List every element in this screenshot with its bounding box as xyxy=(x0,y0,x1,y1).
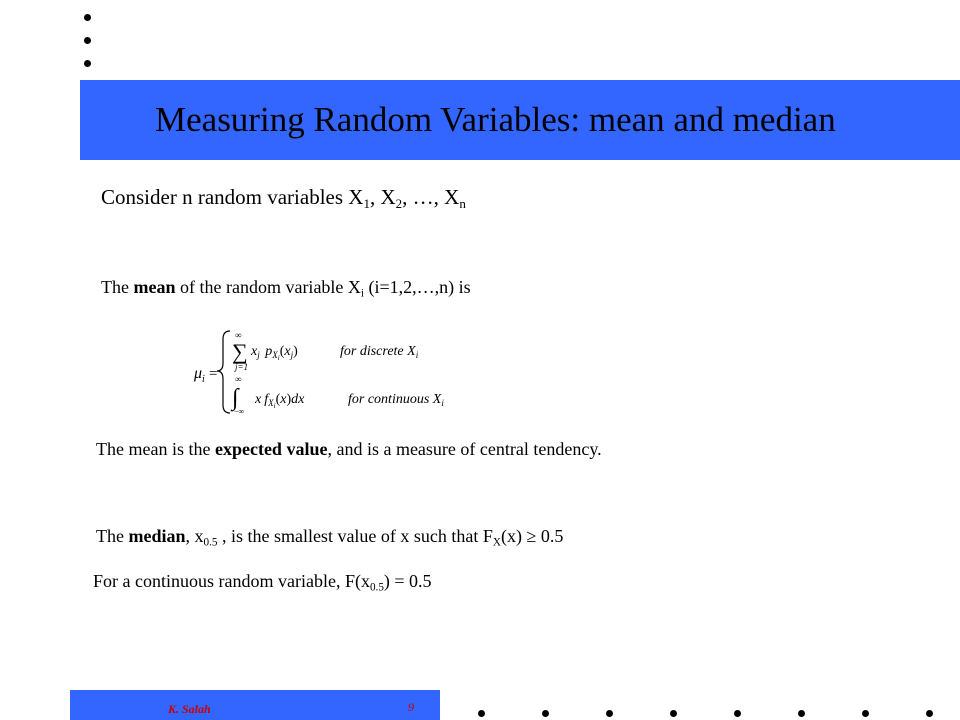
consider-text: Consider n random variables X xyxy=(101,185,364,209)
bullet-dot xyxy=(84,60,91,67)
mean-bold: mean xyxy=(133,277,176,297)
brace-shape xyxy=(217,331,230,413)
bullet-dot xyxy=(84,14,91,21)
footer-dot xyxy=(798,710,805,717)
continuous-expression: x $f_Xi(x)dx$ xyxy=(255,392,305,410)
footer-dot xyxy=(862,710,869,717)
mean-sub: i xyxy=(360,287,365,300)
median-sub2: X xyxy=(492,536,501,549)
expected-pre: The mean is the xyxy=(96,439,215,459)
sum-bottom: j=1 xyxy=(235,362,249,372)
continuous-sub: 0.5 xyxy=(369,581,384,594)
mean-formula xyxy=(190,325,490,417)
discrete-label: for discrete $X_i$ xyxy=(340,344,419,360)
footer-dot xyxy=(606,710,613,717)
page-number: 9 xyxy=(408,700,414,714)
sub-n: n xyxy=(459,195,466,211)
consider-sep-2: , …, X xyxy=(402,185,460,209)
median-mid2: , is the smallest value of x such that F xyxy=(217,526,493,546)
median-bold: median xyxy=(128,526,186,546)
sub-1: 1 xyxy=(363,195,370,211)
formula-equals: = xyxy=(209,366,218,382)
footer-dot xyxy=(734,710,741,717)
integral-bottom: −∞ xyxy=(234,407,245,416)
footer-dot xyxy=(926,710,933,717)
footer-dot xyxy=(478,710,485,717)
slide-title: Measuring Random Variables: mean and median xyxy=(155,100,836,139)
sub-2: 2 xyxy=(395,195,403,211)
consider-sep-1: , X xyxy=(369,185,396,209)
mean-pre: The xyxy=(101,277,134,297)
footer-bar xyxy=(70,690,440,720)
mean-post: (i=1,2,…,n) is xyxy=(364,277,471,297)
title-bar xyxy=(80,80,960,160)
bullet-dot xyxy=(84,37,91,44)
median-post: (x) ≥ 0.5 xyxy=(500,526,564,546)
continuous-post: ) = 0.5 xyxy=(383,571,432,591)
discrete-expression: $x_j$ $p_Xi(x_j)$ xyxy=(251,344,298,362)
integral-top: ∞ xyxy=(235,374,242,384)
expected-value-line xyxy=(96,439,602,460)
formula-mu-sub: i xyxy=(202,374,205,385)
expected-bold: expected value xyxy=(214,439,328,459)
formula-mu: μ xyxy=(194,365,203,382)
expected-post: , and is a measure of central tendency. xyxy=(327,439,602,459)
sum-top: ∞ xyxy=(235,330,242,340)
consider-line xyxy=(101,185,466,210)
footer-dot xyxy=(670,710,677,717)
median-definition-line xyxy=(96,526,563,547)
footer-dot xyxy=(542,710,549,717)
median-sub: 0.5 xyxy=(203,536,218,549)
continuous-median-line xyxy=(93,571,432,592)
median-pre: The xyxy=(96,526,129,546)
mean-definition-line xyxy=(101,277,471,298)
footer-author: K. Salah xyxy=(168,702,211,716)
integral-sign: ∫ xyxy=(232,385,239,411)
median-mid: , x xyxy=(185,526,204,546)
sum-sigma: ∑ xyxy=(232,339,248,364)
mean-mid: of the random variable X xyxy=(175,277,361,297)
continuous-pre: For a continuous random variable, F(x xyxy=(93,571,370,591)
continuous-label: for continuous $X_i$ xyxy=(348,392,444,408)
